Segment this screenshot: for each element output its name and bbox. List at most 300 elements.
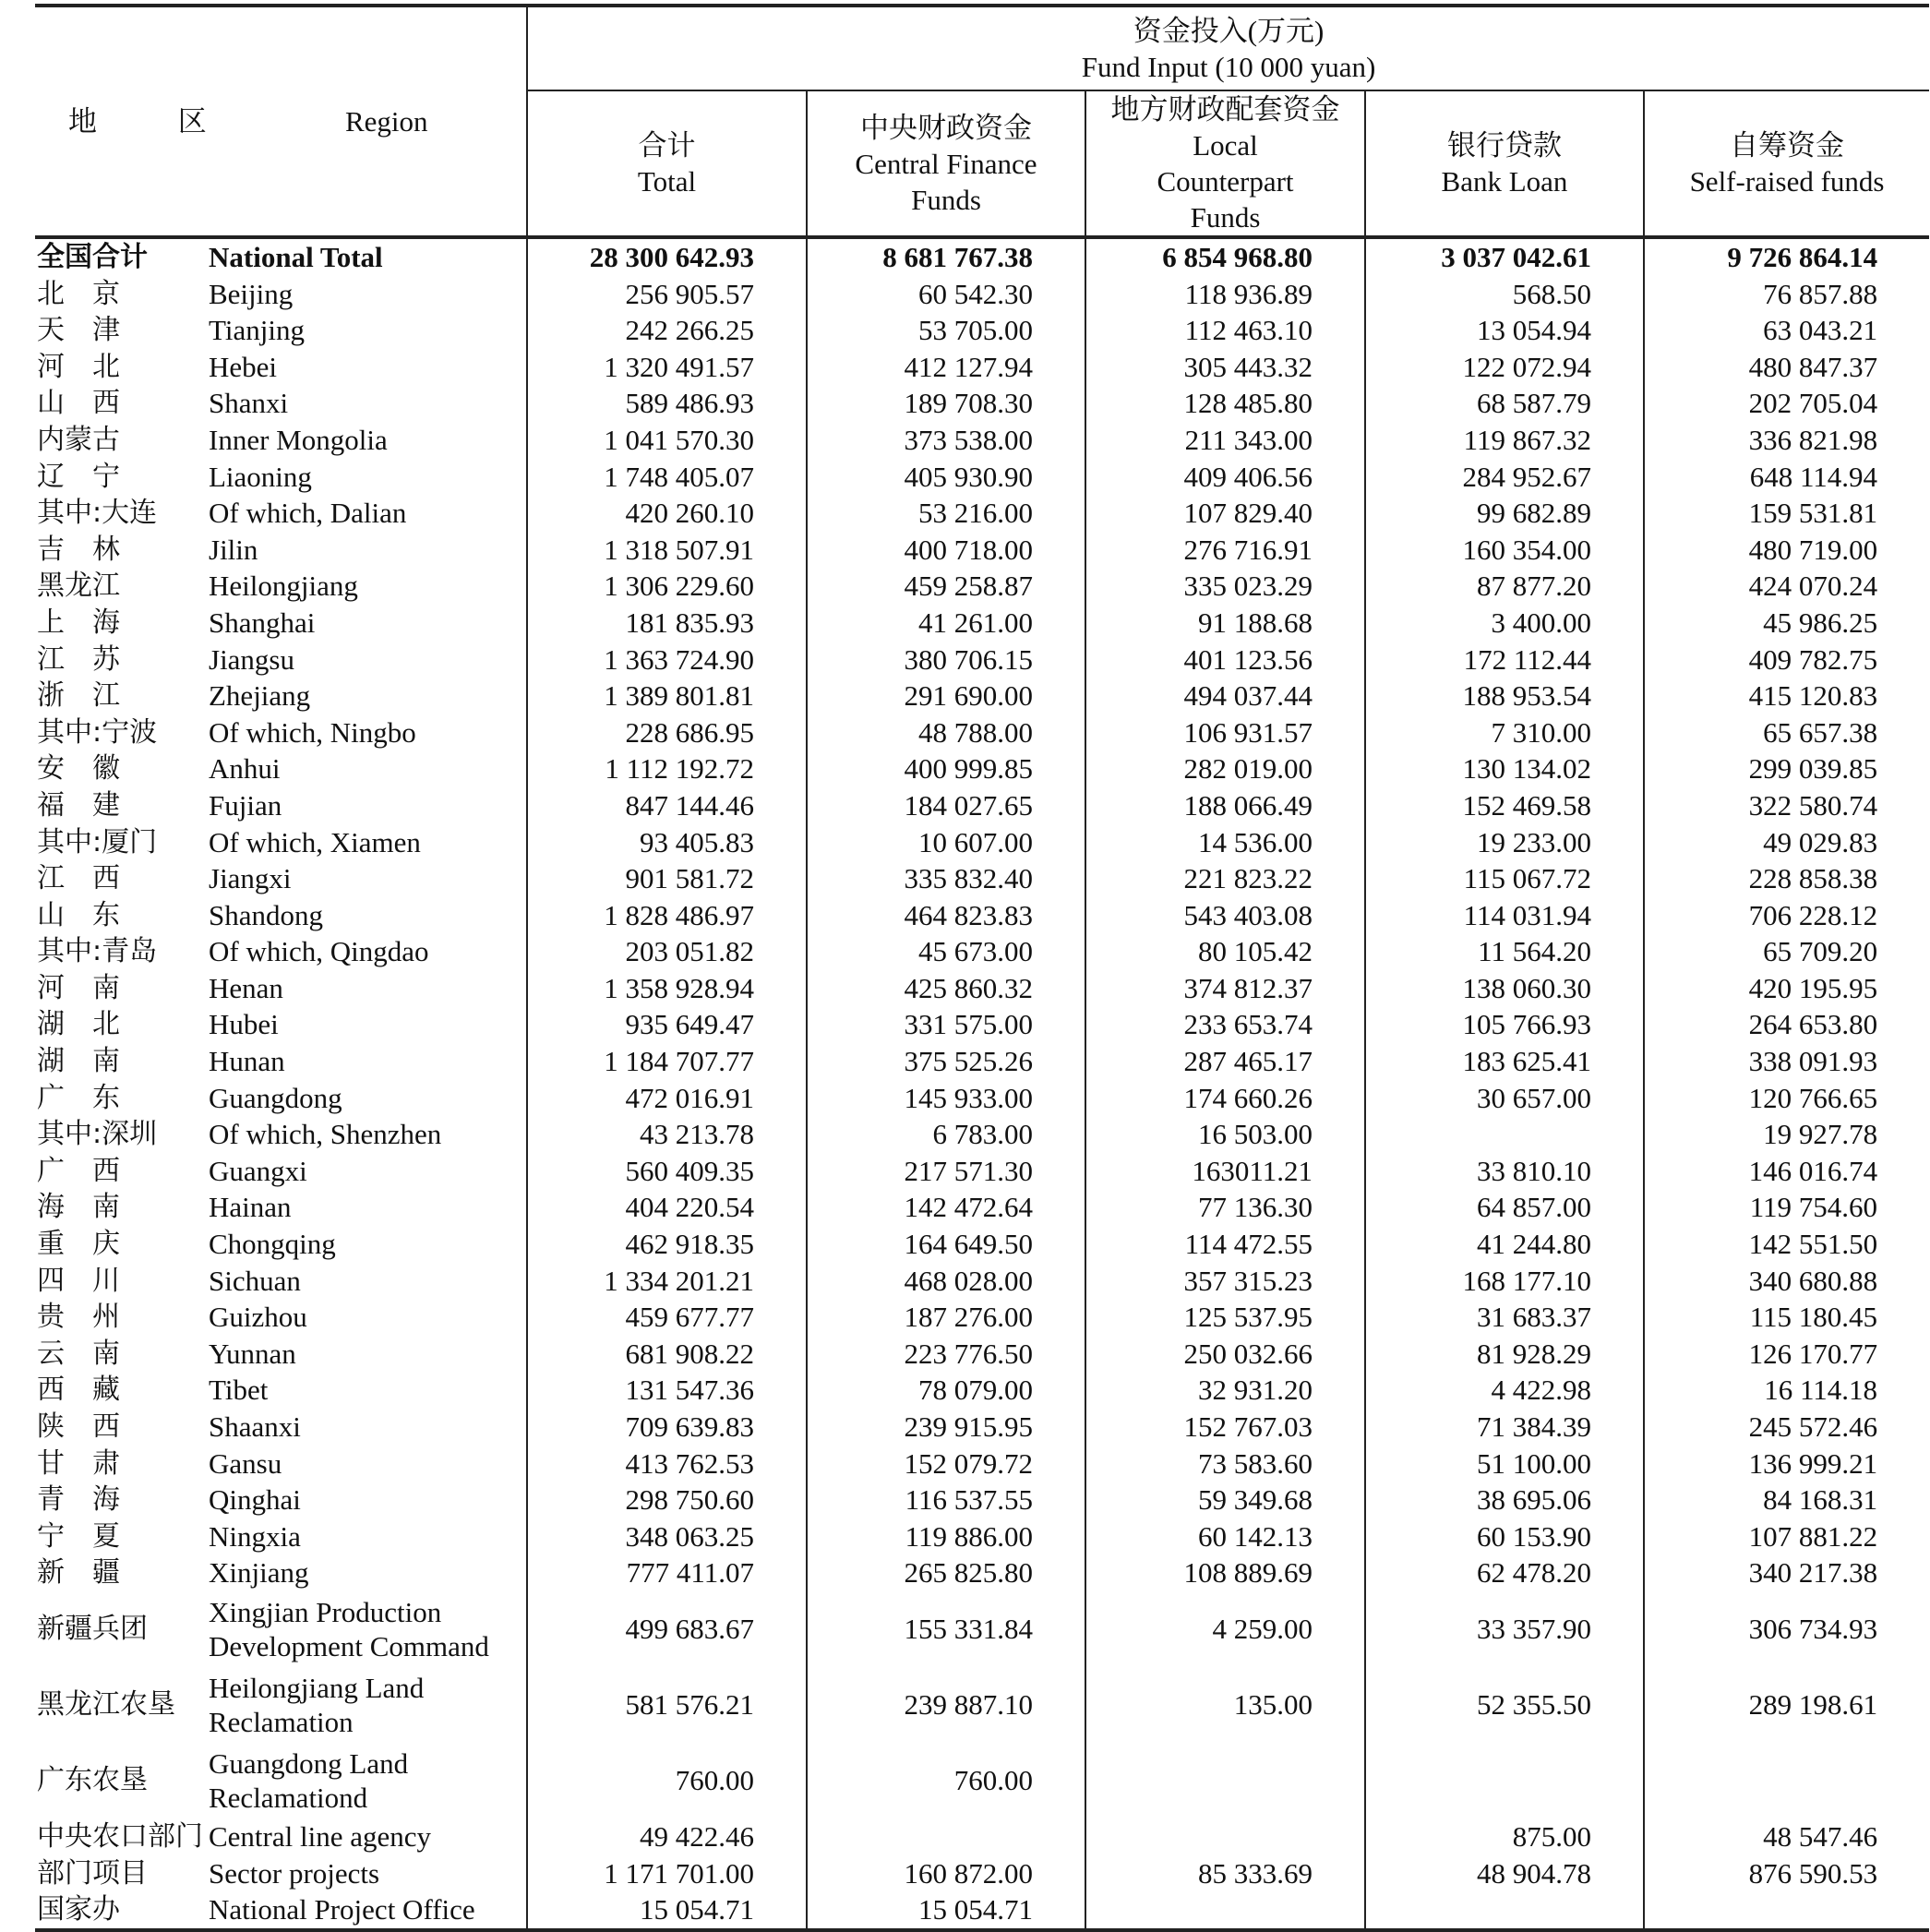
- table-body: [35, 237, 1929, 1930]
- cell-self: 420 195.95: [1644, 970, 1929, 1007]
- cell-total: 709 639.83: [527, 1409, 807, 1446]
- cell-total: 777 411.07: [527, 1554, 807, 1591]
- cell-bank: 30 657.00: [1365, 1080, 1644, 1117]
- cell-self: 159 531.81: [1644, 495, 1929, 532]
- cell-self: 49 029.83: [1644, 824, 1929, 861]
- cell-local: [1085, 1818, 1365, 1855]
- cell-total: 43 213.78: [527, 1116, 807, 1153]
- table-row: [35, 824, 1929, 861]
- table-row: [35, 1818, 1929, 1855]
- cell-self: 45 986.25: [1644, 605, 1929, 642]
- cell-central: 160 872.00: [807, 1855, 1085, 1892]
- region-name-en: Of which, Dalian: [209, 497, 407, 530]
- cell-total: 15 054.71: [527, 1891, 807, 1930]
- table-row: [35, 459, 1929, 496]
- cell-bank: 284 952.67: [1365, 459, 1644, 496]
- cell-bank: 52 355.50: [1365, 1667, 1644, 1743]
- cell-local: 107 829.40: [1085, 495, 1365, 532]
- cell-bank: 122 072.94: [1365, 349, 1644, 386]
- region-name-zh: 湖 南: [37, 1045, 120, 1078]
- cell-central: 331 575.00: [807, 1006, 1085, 1043]
- cell-total: 93 405.83: [527, 824, 807, 861]
- cell-total: 1 828 486.97: [527, 897, 807, 934]
- region-name-en: Hunan: [209, 1045, 285, 1078]
- region-name-zh: 中央农口部门: [37, 1819, 203, 1853]
- table-row: [35, 1743, 1929, 1818]
- cell-bank: 48 904.78: [1365, 1855, 1644, 1892]
- cell-bank: 168 177.10: [1365, 1263, 1644, 1300]
- cell-local: 91 188.68: [1085, 605, 1365, 642]
- region-name-zh: 辽 宁: [37, 460, 120, 493]
- cell-local: 6 854 968.80: [1085, 237, 1365, 276]
- table-row: [35, 1518, 1929, 1555]
- cell-total: 847 144.46: [527, 787, 807, 824]
- cell-self: 415 120.83: [1644, 678, 1929, 714]
- cell-total: 581 576.21: [527, 1667, 807, 1743]
- cell-total: 1 389 801.81: [527, 678, 807, 714]
- cell-self: 63 043.21: [1644, 312, 1929, 349]
- cell-self: 876 590.53: [1644, 1855, 1929, 1892]
- cell-total: 1 358 928.94: [527, 970, 807, 1007]
- cell-central: 239 915.95: [807, 1409, 1085, 1446]
- cell-local: 233 653.74: [1085, 1006, 1365, 1043]
- table-row: [35, 1153, 1929, 1190]
- region-name-zh: 广 西: [37, 1154, 120, 1187]
- table-row: [35, 495, 1929, 532]
- cell-local: 4 259.00: [1085, 1591, 1365, 1667]
- column-header-zh: 合计: [638, 129, 696, 162]
- region-name-en: Guangdong Land Reclamationd: [209, 1746, 409, 1814]
- region-name-en: Tibet: [209, 1374, 269, 1407]
- table-row: [35, 568, 1929, 605]
- region-name-zh: 内蒙古: [37, 423, 120, 456]
- fund-input-table: [35, 4, 1929, 1932]
- cell-bank: 60 153.90: [1365, 1518, 1644, 1555]
- cell-central: 223 776.50: [807, 1336, 1085, 1373]
- cell-total: 935 649.47: [527, 1006, 807, 1043]
- cell-local: 174 660.26: [1085, 1080, 1365, 1117]
- cell-central: 400 999.85: [807, 750, 1085, 787]
- cell-local: 118 936.89: [1085, 276, 1365, 313]
- table-row: [35, 1043, 1929, 1080]
- cell-central: 468 028.00: [807, 1263, 1085, 1300]
- cell-local: 250 032.66: [1085, 1336, 1365, 1373]
- cell-total: 1 320 491.57: [527, 349, 807, 386]
- table-row: [35, 1409, 1929, 1446]
- table-row: [35, 750, 1929, 787]
- region-name-en: Jiangsu: [209, 642, 294, 676]
- region-name-en: Beijing: [209, 277, 294, 310]
- table-row: [35, 312, 1929, 349]
- table-row: [35, 1006, 1929, 1043]
- cell-total: 472 016.91: [527, 1080, 807, 1117]
- cell-bank: 105 766.93: [1365, 1006, 1644, 1043]
- cell-central: 291 690.00: [807, 678, 1085, 714]
- cell-total: 681 908.22: [527, 1336, 807, 1373]
- cell-self: [1644, 1743, 1929, 1818]
- column-header-bank: [1365, 90, 1644, 237]
- cell-local: 374 812.37: [1085, 970, 1365, 1007]
- cell-self: 142 551.50: [1644, 1226, 1929, 1263]
- region-name-en: Shaanxi: [209, 1410, 301, 1443]
- region-name-zh: 国家办: [35, 1891, 209, 1930]
- region-name-en: Of which, Xiamen: [209, 825, 421, 858]
- cell-local: 14 536.00: [1085, 824, 1365, 861]
- cell-local: 106 931.57: [1085, 714, 1365, 751]
- table-row: [35, 678, 1929, 714]
- cell-bank: 13 054.94: [1365, 312, 1644, 349]
- cell-central: 335 832.40: [807, 860, 1085, 897]
- region-name-en: Tianjing: [209, 314, 305, 347]
- cell-central: 400 718.00: [807, 532, 1085, 569]
- region-name-en: Sichuan: [209, 1264, 301, 1297]
- region-name-zh: 北 京: [37, 277, 120, 310]
- cell-total: 1 306 229.60: [527, 568, 807, 605]
- table-row: [35, 1080, 1929, 1117]
- region-name-en: Liaoning: [209, 460, 312, 493]
- cell-self: 48 547.46: [1644, 1818, 1929, 1855]
- cell-bank: 99 682.89: [1365, 495, 1644, 532]
- region-name-zh: 其中:厦门: [37, 825, 158, 858]
- cell-bank: 152 469.58: [1365, 787, 1644, 824]
- cell-bank: 3 400.00: [1365, 605, 1644, 642]
- cell-bank: 81 928.29: [1365, 1336, 1644, 1373]
- cell-self: 9 726 864.14: [1644, 237, 1929, 276]
- cell-central: 53 705.00: [807, 312, 1085, 349]
- column-header-zh: 地方财政配套资金: [1110, 93, 1340, 126]
- table-row: [35, 787, 1929, 824]
- region-name-zh: 黑龙江: [37, 570, 120, 603]
- cell-bank: 62 478.20: [1365, 1554, 1644, 1591]
- region-name-en: Hainan: [209, 1191, 292, 1224]
- cell-total: 1 171 701.00: [527, 1855, 807, 1892]
- cell-total: 256 905.57: [527, 276, 807, 313]
- cell-self: 84 168.31: [1644, 1482, 1929, 1518]
- table-row: [35, 385, 1929, 422]
- cell-local: 77 136.30: [1085, 1189, 1365, 1226]
- region-name-zh: 甘 肃: [37, 1446, 120, 1480]
- column-header-zh: 银行贷款: [1447, 129, 1562, 162]
- region-name-en: National Project Office: [209, 1891, 527, 1930]
- region-name-en: Shanghai: [209, 606, 316, 639]
- region-name-en: Heilongjiang Land Reclamation: [209, 1671, 425, 1738]
- cell-local: 494 037.44: [1085, 678, 1365, 714]
- cell-bank: 11 564.20: [1365, 933, 1644, 970]
- cell-self: 245 572.46: [1644, 1409, 1929, 1446]
- cell-central: 116 537.55: [807, 1482, 1085, 1518]
- column-header-en: Total: [637, 165, 697, 198]
- region-name-zh: 广东农垦: [37, 1764, 148, 1797]
- region-name-en: Henan: [209, 971, 283, 1004]
- cell-self: 336 821.98: [1644, 422, 1929, 459]
- table-row: [35, 1446, 1929, 1482]
- cell-self: 306 734.93: [1644, 1591, 1929, 1667]
- cell-self: 264 653.80: [1644, 1006, 1929, 1043]
- cell-total: 242 266.25: [527, 312, 807, 349]
- cell-bank: 33 357.90: [1365, 1591, 1644, 1667]
- cell-total: 131 547.36: [527, 1372, 807, 1409]
- region-name-zh: 贵 州: [37, 1301, 120, 1334]
- cell-local: 188 066.49: [1085, 787, 1365, 824]
- cell-local: 108 889.69: [1085, 1554, 1365, 1591]
- table-row: [35, 1226, 1929, 1263]
- cell-central: [807, 1818, 1085, 1855]
- cell-central: 152 079.72: [807, 1446, 1085, 1482]
- cell-total: 1 748 405.07: [527, 459, 807, 496]
- cell-bank: 172 112.44: [1365, 642, 1644, 678]
- cell-total: 901 581.72: [527, 860, 807, 897]
- table-row: [35, 1299, 1929, 1336]
- fund-input-group-en: Fund Input (10 000 yuan): [1081, 50, 1376, 83]
- cell-bank: 114 031.94: [1365, 897, 1644, 934]
- cell-central: 373 538.00: [807, 422, 1085, 459]
- cell-local: 16 503.00: [1085, 1116, 1365, 1153]
- cell-local: 128 485.80: [1085, 385, 1365, 422]
- table-row: [35, 1372, 1929, 1409]
- cell-local: 112 463.10: [1085, 312, 1365, 349]
- cell-self: 76 857.88: [1644, 276, 1929, 313]
- cell-total: 181 835.93: [527, 605, 807, 642]
- cell-bank: 19 233.00: [1365, 824, 1644, 861]
- cell-total: 413 762.53: [527, 1446, 807, 1482]
- cell-self: 340 217.38: [1644, 1554, 1929, 1591]
- table-row: [35, 1855, 1929, 1892]
- region-name-zh: 吉 林: [37, 533, 120, 566]
- cell-total: 228 686.95: [527, 714, 807, 751]
- cell-local: 305 443.32: [1085, 349, 1365, 386]
- cell-central: 142 472.64: [807, 1189, 1085, 1226]
- table-row: [35, 1263, 1929, 1300]
- region-name-zh: 四 川: [37, 1264, 120, 1297]
- cell-self: 202 705.04: [1644, 385, 1929, 422]
- fund-input-group-zh: 资金投入(万元): [1133, 14, 1325, 47]
- region-name-en: Ningxia: [209, 1519, 301, 1553]
- region-name-zh: 重 庆: [37, 1228, 120, 1261]
- cell-self: 65 657.38: [1644, 714, 1929, 751]
- cell-local: 221 823.22: [1085, 860, 1365, 897]
- cell-local: [1085, 1891, 1365, 1930]
- cell-bank: 41 244.80: [1365, 1226, 1644, 1263]
- cell-local: 152 767.03: [1085, 1409, 1365, 1446]
- cell-local: 60 142.13: [1085, 1518, 1365, 1555]
- table-row: [35, 1591, 1929, 1667]
- table-row: [35, 1482, 1929, 1518]
- region-name-zh: 湖 北: [37, 1008, 120, 1041]
- region-name-zh: 海 南: [37, 1191, 120, 1224]
- cell-self: [1644, 1891, 1929, 1930]
- cell-central: 760.00: [807, 1743, 1085, 1818]
- region-name-zh: 其中:深圳: [37, 1118, 158, 1151]
- cell-self: 120 766.65: [1644, 1080, 1929, 1117]
- region-name-en: Gansu: [209, 1446, 282, 1480]
- region-name-zh: 全国合计: [37, 241, 148, 273]
- cell-bank: 31 683.37: [1365, 1299, 1644, 1336]
- cell-central: 375 525.26: [807, 1043, 1085, 1080]
- table-row: [35, 642, 1929, 678]
- cell-self: 65 709.20: [1644, 933, 1929, 970]
- region-name-zh: 西 藏: [37, 1374, 120, 1407]
- fund-input-group-header: [527, 6, 1929, 90]
- cell-total: 28 300 642.93: [527, 237, 807, 276]
- cell-local: 73 583.60: [1085, 1446, 1365, 1482]
- region-name-en: Anhui: [209, 752, 281, 786]
- cell-central: 187 276.00: [807, 1299, 1085, 1336]
- table-row: [35, 933, 1929, 970]
- cell-total: 49 422.46: [527, 1818, 807, 1855]
- cell-total: 459 677.77: [527, 1299, 807, 1336]
- region-header-zh: 地 区: [68, 105, 244, 138]
- cell-bank: 130 134.02: [1365, 750, 1644, 787]
- region-header: [35, 6, 527, 237]
- cell-self: 409 782.75: [1644, 642, 1929, 678]
- table-row: [35, 714, 1929, 751]
- region-name-en: Central line agency: [209, 1819, 432, 1853]
- cell-total: 203 051.82: [527, 933, 807, 970]
- table-row: [35, 1554, 1929, 1591]
- region-name-zh: 河 北: [37, 350, 120, 383]
- column-header-local: [1085, 90, 1365, 237]
- column-header-self: [1644, 90, 1929, 237]
- table-row: [35, 1116, 1929, 1153]
- table-row: [35, 422, 1929, 459]
- cell-bank: 33 810.10: [1365, 1153, 1644, 1190]
- column-header-en: Central Finance Funds: [855, 147, 1037, 216]
- cell-self: 648 114.94: [1644, 459, 1929, 496]
- cell-bank: 568.50: [1365, 276, 1644, 313]
- cell-self: 299 039.85: [1644, 750, 1929, 787]
- cell-self: 16 114.18: [1644, 1372, 1929, 1409]
- cell-total: 560 409.35: [527, 1153, 807, 1190]
- cell-local: 135.00: [1085, 1667, 1365, 1743]
- cell-total: 404 220.54: [527, 1189, 807, 1226]
- region-name-en: Jiangxi: [209, 862, 292, 895]
- cell-bank: 4 422.98: [1365, 1372, 1644, 1409]
- table-row: [35, 276, 1929, 313]
- region-name-en: Hubei: [209, 1008, 279, 1041]
- region-name-en: Zhejiang: [209, 679, 311, 713]
- cell-total: 499 683.67: [527, 1591, 807, 1667]
- cell-central: 8 681 767.38: [807, 237, 1085, 276]
- cell-bank: 160 354.00: [1365, 532, 1644, 569]
- region-name-zh: 其中:大连: [37, 497, 158, 530]
- cell-bank: 51 100.00: [1365, 1446, 1644, 1482]
- cell-self: 146 016.74: [1644, 1153, 1929, 1190]
- cell-local: 282 019.00: [1085, 750, 1365, 787]
- cell-total: 462 918.35: [527, 1226, 807, 1263]
- column-header-central: [807, 90, 1085, 237]
- region-name-en: Shanxi: [209, 387, 289, 420]
- region-name-en: Hebei: [209, 350, 278, 383]
- cell-self: 19 927.78: [1644, 1116, 1929, 1153]
- region-name-zh: 云 南: [37, 1337, 120, 1370]
- cell-total: 1 363 724.90: [527, 642, 807, 678]
- cell-central: 464 823.83: [807, 897, 1085, 934]
- region-name-en: Shandong: [209, 898, 323, 931]
- cell-bank: 138 060.30: [1365, 970, 1644, 1007]
- cell-self: 107 881.22: [1644, 1518, 1929, 1555]
- region-name-en: Of which, Qingdao: [209, 935, 429, 968]
- region-name-en: Heilongjiang: [209, 570, 358, 603]
- cell-self: 126 170.77: [1644, 1336, 1929, 1373]
- region-header-en: Region: [345, 105, 428, 138]
- region-name-zh: 其中:青岛: [37, 935, 158, 968]
- cell-bank: [1365, 1891, 1644, 1930]
- cell-self: 480 719.00: [1644, 532, 1929, 569]
- cell-self: 340 680.88: [1644, 1263, 1929, 1300]
- region-name-zh: 安 徽: [37, 752, 120, 786]
- table-row: [35, 860, 1929, 897]
- table-row: [35, 532, 1929, 569]
- cell-total: 1 041 570.30: [527, 422, 807, 459]
- cell-total: 1 334 201.21: [527, 1263, 807, 1300]
- region-name-en: Of which, Shenzhen: [209, 1118, 442, 1151]
- cell-self: 115 180.45: [1644, 1299, 1929, 1336]
- region-name-zh: 广 东: [37, 1081, 120, 1114]
- region-name-zh: 浙 江: [37, 679, 120, 713]
- cell-bank: 68 587.79: [1365, 385, 1644, 422]
- cell-self: 289 198.61: [1644, 1667, 1929, 1743]
- cell-total: 420 260.10: [527, 495, 807, 532]
- region-name-en: Chongqing: [209, 1228, 336, 1261]
- cell-bank: 119 867.32: [1365, 422, 1644, 459]
- cell-bank: [1365, 1116, 1644, 1153]
- region-name-zh: 宁 夏: [37, 1519, 120, 1553]
- cell-central: 217 571.30: [807, 1153, 1085, 1190]
- cell-bank: 183 625.41: [1365, 1043, 1644, 1080]
- region-name-zh: 山 西: [37, 387, 120, 420]
- region-name-zh: 江 西: [37, 862, 120, 895]
- cell-local: 125 537.95: [1085, 1299, 1365, 1336]
- region-name-en: Fujian: [209, 788, 282, 822]
- cell-self: 338 091.93: [1644, 1043, 1929, 1080]
- region-name-zh: 陕 西: [37, 1410, 120, 1443]
- cell-local: 211 343.00: [1085, 422, 1365, 459]
- cell-local: 80 105.42: [1085, 933, 1365, 970]
- cell-bank: 7 310.00: [1365, 714, 1644, 751]
- cell-total: 760.00: [527, 1743, 807, 1818]
- region-name-zh: 上 海: [37, 606, 120, 639]
- cell-self: 136 999.21: [1644, 1446, 1929, 1482]
- cell-total: 1 318 507.91: [527, 532, 807, 569]
- region-name-en: Of which, Ningbo: [209, 715, 416, 749]
- cell-local: 543 403.08: [1085, 897, 1365, 934]
- cell-total: 298 750.60: [527, 1482, 807, 1518]
- region-name-en: Jilin: [209, 533, 258, 566]
- cell-central: 6 783.00: [807, 1116, 1085, 1153]
- cell-central: 60 542.30: [807, 276, 1085, 313]
- cell-central: 239 887.10: [807, 1667, 1085, 1743]
- cell-local: 276 716.91: [1085, 532, 1365, 569]
- cell-central: 145 933.00: [807, 1080, 1085, 1117]
- table-row: [35, 897, 1929, 934]
- table-row: [35, 1336, 1929, 1373]
- column-header-zh: 中央财政资金: [860, 111, 1032, 144]
- cell-central: 15 054.71: [807, 1891, 1085, 1930]
- cell-central: 425 860.32: [807, 970, 1085, 1007]
- cell-total: 348 063.25: [527, 1518, 807, 1555]
- cell-total: 1 184 707.77: [527, 1043, 807, 1080]
- cell-self: 228 858.38: [1644, 860, 1929, 897]
- cell-central: 119 886.00: [807, 1518, 1085, 1555]
- region-name-en: Guangdong: [209, 1081, 342, 1114]
- cell-central: 78 079.00: [807, 1372, 1085, 1409]
- region-name-en: Xingjian Production Development Command: [209, 1595, 489, 1662]
- cell-self: 706 228.12: [1644, 897, 1929, 934]
- cell-bank: 38 695.06: [1365, 1482, 1644, 1518]
- cell-bank: 71 384.39: [1365, 1409, 1644, 1446]
- cell-local: 32 931.20: [1085, 1372, 1365, 1409]
- cell-bank: 3 037 042.61: [1365, 237, 1644, 276]
